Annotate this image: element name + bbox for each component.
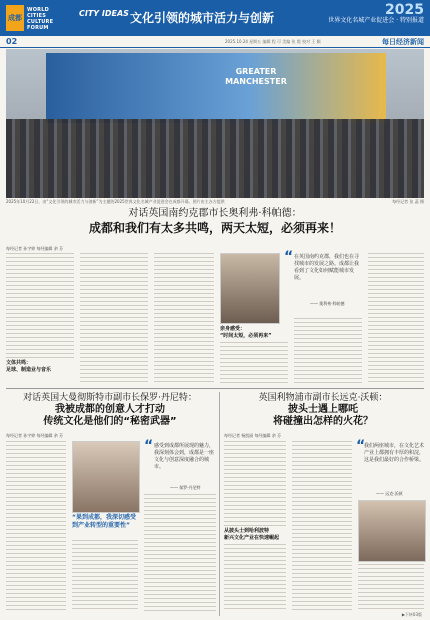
page-info-bar: [0, 37, 430, 48]
article1-column-3: [154, 253, 214, 384]
article1-column-2: [80, 253, 148, 384]
article2-column-1: [6, 441, 66, 611]
article3-title-line2: 将碰撞出怎样的火花？: [273, 416, 373, 427]
article3-column-2: [224, 544, 286, 611]
banner-headline: 文化引领的城市活力与创新: [130, 11, 275, 25]
portrait-mike-wharton: [358, 500, 426, 562]
article2-headline: [6, 393, 214, 428]
article1-column-6: [368, 253, 424, 384]
article3-byline: 每经记者 杨凯丽 每经编辑 余 芬: [224, 433, 282, 438]
stage-screen: [46, 53, 386, 123]
article1-byline: 每经记者 孙宇婷 每经编辑 余 芬: [6, 246, 64, 251]
article2-quote-author: —— 保罗·丹尼特: [170, 485, 201, 490]
article3-column-1: [224, 441, 286, 526]
forum-logo: [6, 5, 72, 31]
quote-mark-icon-2: “: [144, 438, 154, 454]
section-divider: [6, 388, 424, 389]
quote-mark-icon-3: “: [356, 438, 366, 454]
article3-title-line1: 披头士遇上哪吒: [288, 404, 358, 415]
column-divider: [219, 392, 220, 616]
article1-column-5: [294, 318, 362, 384]
article1-quote: 在英国南约克郡，我们也在寻找城市的发展之路。成都让我看到了文化如何赋能城市发展。: [294, 254, 360, 281]
masthead-banner: [0, 0, 430, 36]
screen-text: GREATER MANCHESTER: [225, 67, 287, 86]
logo-text: WORLD CITIES CULTURE FORUM: [27, 7, 54, 31]
issue-info: 2025.10.24 星期五 编辑 程 可 美编 张 霞 校对 王 颖: [225, 39, 321, 44]
article2-column-3: [144, 494, 216, 611]
article1-subhead-2: 亲身感受： “时间太短，必须再来”: [220, 326, 272, 339]
article1-column-1: [6, 253, 74, 359]
quote-mark-icon: “: [284, 249, 294, 265]
photo-caption: 2025年10月22日，由“文化引领的城市活力与创新”为主题的2025世界文化名城产业促进会在成都开幕。图片由主办方提供: [6, 199, 225, 204]
article3-subhead: 从披头士到哈利波特 新兴文化产业在快速崛起: [224, 528, 280, 541]
forum-photo: [6, 49, 424, 198]
article3-quote: 我们两座城市，在文化艺术产业上都拥有丰厚的积淀，这是我们最好的合作桥梁。: [364, 443, 425, 463]
article2-title-line2: 传统文化是他们的“秘密武器”: [43, 416, 177, 427]
article3-column-3: [292, 441, 352, 611]
article1-subhead-1: 文体共鸣： 足球、制造业与音乐: [6, 360, 52, 373]
article1-kicker: 对话英国南约克郡市长奥利弗·科帕德：: [128, 208, 302, 219]
photo-credit: 每经记者 张 蕊 摄: [392, 199, 424, 204]
portrait-paul-dennett: [72, 441, 140, 513]
article1-quote-author: —— 奥利弗·科帕德: [310, 301, 345, 306]
article3-headline: [222, 393, 424, 428]
continued-note: ▶下转03版: [401, 612, 422, 617]
article1-column-4: [220, 342, 288, 384]
article3-quote-author: —— 远克·沃顿: [376, 491, 403, 496]
article2-quote: 感受到成都所展现的魅力，我深刻体会到，成都是一座文化与创意深度融合的城市。: [154, 443, 215, 470]
portrait-oliver-coppard: [220, 253, 280, 324]
article2-column-2: [72, 540, 138, 611]
article1-title: 成都和我们有太多共鸣，两天太短，必须再来！: [88, 221, 341, 235]
article1-headline: [6, 207, 424, 236]
page-number: 02: [6, 37, 18, 46]
article2-pull-quote: “果到成都，我深切感受到产业转型的重要性”: [72, 514, 136, 529]
banner-year: 2025: [385, 2, 424, 18]
article3-column-4: [358, 564, 424, 611]
banner-right-block: [328, 3, 424, 25]
city-ideas-tag: CITY IDEAS: [79, 9, 129, 18]
audience: [6, 119, 424, 198]
newspaper-name: 每日经济新闻: [382, 38, 424, 46]
banner-subtitle: 世界文化名城产业促进会 · 特别报道: [328, 17, 424, 24]
logo-badge: 成都: [6, 5, 24, 31]
article2-kicker: 对话英国大曼彻斯特市副市长保罗·丹尼特：: [23, 393, 197, 403]
article2-byline: 每经记者 孙宇婷 每经编辑 余 芬: [6, 433, 64, 438]
article3-kicker: 英国利物浦市副市长远克·沃顿：: [258, 393, 388, 403]
article2-title-line1: 我被成都的创意人才打动: [55, 404, 165, 415]
